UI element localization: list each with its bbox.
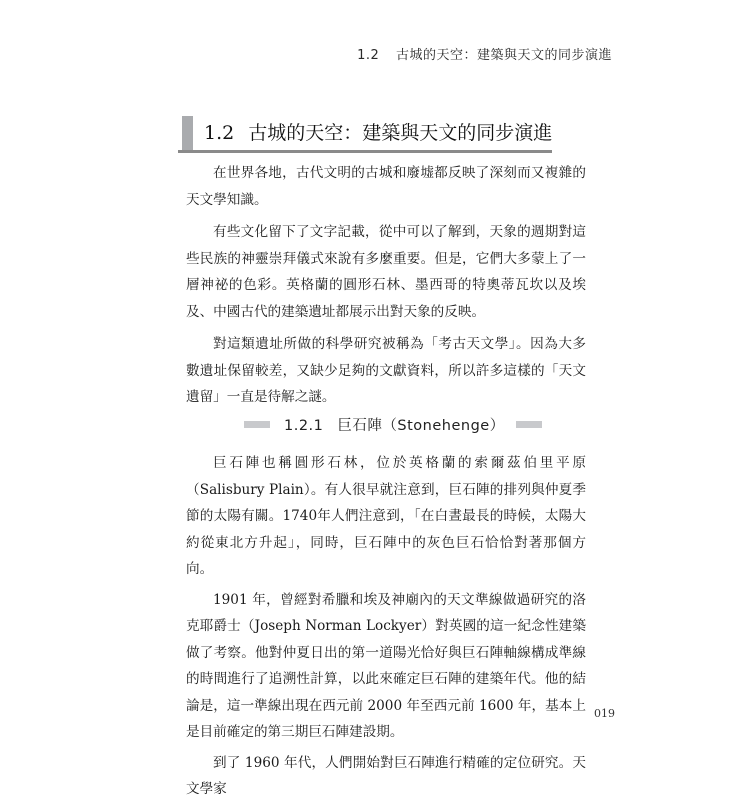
running-header	[357, 44, 612, 63]
running-header-title: 古城的天空：建築與天文的同步演進	[395, 48, 612, 63]
running-header-section-number: 1.2	[357, 48, 380, 63]
heading-accent-bar	[182, 116, 193, 153]
section-number: 1.2	[204, 122, 235, 144]
paragraph: 到了 1960 年代，人們開始對巨石陣進行精確的定位研究。天文學家	[186, 754, 586, 797]
heading-dash-right	[516, 421, 542, 428]
heading-dash-left	[244, 421, 270, 428]
paragraph: 1901 年，曾經對希臘和埃及神廟內的天文準線做過研究的洛克耶爵士（Joseph Norman Lockyer）對英國的這一紀念性建築做了考察。他對仲夏日出的第一道陽光恰好與巨石陣軸線構成準線的時間進行了追溯性計算，以此來確定巨石陣的建築年代。他的結論是，這一準線出現在西元前 2000 年至西元前 1600 年，基本上是目前確定的第三期巨石陣建設期。	[186, 591, 586, 740]
heading-underline	[178, 150, 552, 153]
subsection-title-text: 巨石陣（Stonehenge）	[337, 418, 505, 434]
paragraph: 有些文化留下了文字記載，從中可以了解到，天象的週期對這些民族的神靈崇拜儀式來說有多麼重要。但是，它們大多蒙上了一層神祕的色彩。英格蘭的圓形石林、墨西哥的特奧蒂瓦坎以及埃及、中國古代的建築遺址都展示出對天象的反映。	[186, 224, 586, 320]
paragraph: 巨石陣也稱圓形石林，位於英格蘭的索爾茲伯里平原（Salisbury Plain）。有人很早就注意到，巨石陣的排列與仲夏季節的太陽有關。1740年人們注意到，「在白晝最長的時候，太陽大約從東北方升起」，同時，巨石陣中的灰色巨石恰恰對著那個方向。	[186, 455, 586, 577]
paragraph: 對這類遺址所做的科學研究被稱為「考古天文學」。因為大多數遺址保留較差，又缺少足夠的文獻資料，所以許多這樣的「天文遺留」一直是待解之謎。	[186, 336, 586, 405]
subsection-heading	[236, 412, 536, 438]
page-number: 019	[594, 707, 615, 720]
section-title	[204, 118, 552, 145]
section-body	[186, 160, 586, 411]
subsection-number: 1.2.1	[284, 418, 324, 434]
section-heading	[178, 116, 552, 156]
section-title-text: 古城的天空：建築與天文的同步演進	[248, 122, 553, 144]
subsection-title	[284, 414, 505, 435]
paragraph: 在世界各地，古代文明的古城和廢墟都反映了深刻而又複雜的天文學知識。	[186, 165, 586, 208]
